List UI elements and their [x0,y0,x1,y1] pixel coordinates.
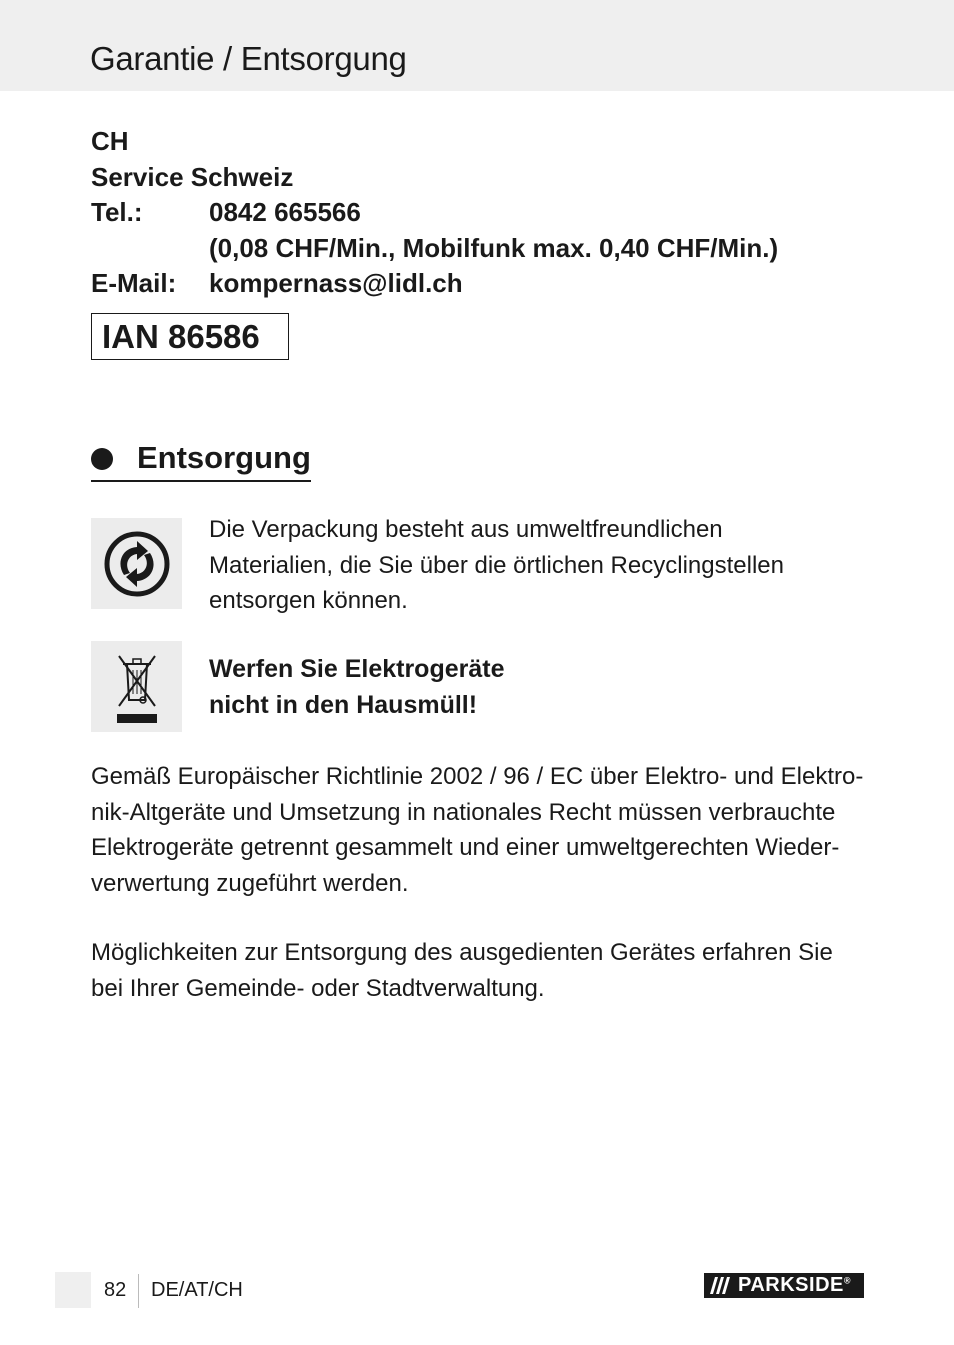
directive-paragraph [91,759,871,901]
crossed-out-bin-icon [91,641,182,732]
paragraph-line: Gemäß Europäischer Richtlinie 2002 / 96 / EC über Elektro- und Elektro- [91,763,864,790]
warning-line: nicht in den Hausmüll! [209,690,478,719]
paragraph-line: Elektrogeräte getrennt gesammelt und einer umweltgerechten Wieder- [91,834,840,861]
green-dot-recycling-icon [91,518,182,609]
tel-value: 0842 665566 [209,197,361,227]
brand-registered-mark: ® [843,1275,852,1286]
packaging-line: Materialien, die Sie über die örtlichen Recyclingstellen [209,551,784,579]
brand-name-text: PARKSIDE [738,1274,844,1296]
page-title: Garantie / Entsorgung [90,40,407,77]
paragraph-line: verwertung zugeführt werden. [91,869,409,897]
warning-line: Werfen Sie Elektrogeräte [209,655,505,683]
contact-country: CH [91,126,129,156]
paragraph-line: Möglichkeiten zur Entsorgung des ausgedienten Gerätes erfahren Sie [91,939,833,966]
tel-label: Tel.: [91,197,143,227]
section-heading-entsorgung [91,436,311,482]
packaging-line: Die Verpackung besteht aus umweltfreundlichen [209,516,723,543]
email-value[interactable]: kompernass@lidl.ch [209,268,463,298]
contact-country-row [91,124,891,160]
bullet-icon [91,448,113,470]
tel-note: (0,08 CHF/Min., Mobilfunk max. 0,40 CHF/Min.) [209,232,779,263]
brand-slashes-icon [704,1273,734,1298]
tel-note-spacer [91,231,209,267]
contact-tel-row [91,195,891,231]
contact-service: Service Schweiz [91,161,294,192]
page-number: 82 [104,1279,127,1301]
contact-block [91,124,891,302]
contact-email-row [91,266,891,302]
warning-text [209,652,869,723]
footer-region: DE/AT/CH [151,1279,243,1301]
brand-name [734,1274,851,1297]
paragraph-line: nik-Altgeräte und Umsetzung in nationales Recht müssen verbrauchte [91,798,836,826]
disposal-options-paragraph [91,935,871,1006]
paragraph-line: bei Ihrer Gemeinde- oder Stadtverwaltung. [91,974,545,1002]
contact-service-row [91,160,891,196]
brand-logo [704,1273,864,1298]
packaging-text [209,512,869,619]
packaging-line: entsorgen können. [209,587,408,614]
ian-box: IAN 86586 [91,313,289,360]
email-label: E-Mail: [91,268,177,298]
contact-tel-note-row [91,231,891,267]
footer-square [55,1272,91,1308]
section-heading-text: Entsorgung [137,440,311,475]
footer-divider [138,1274,139,1308]
